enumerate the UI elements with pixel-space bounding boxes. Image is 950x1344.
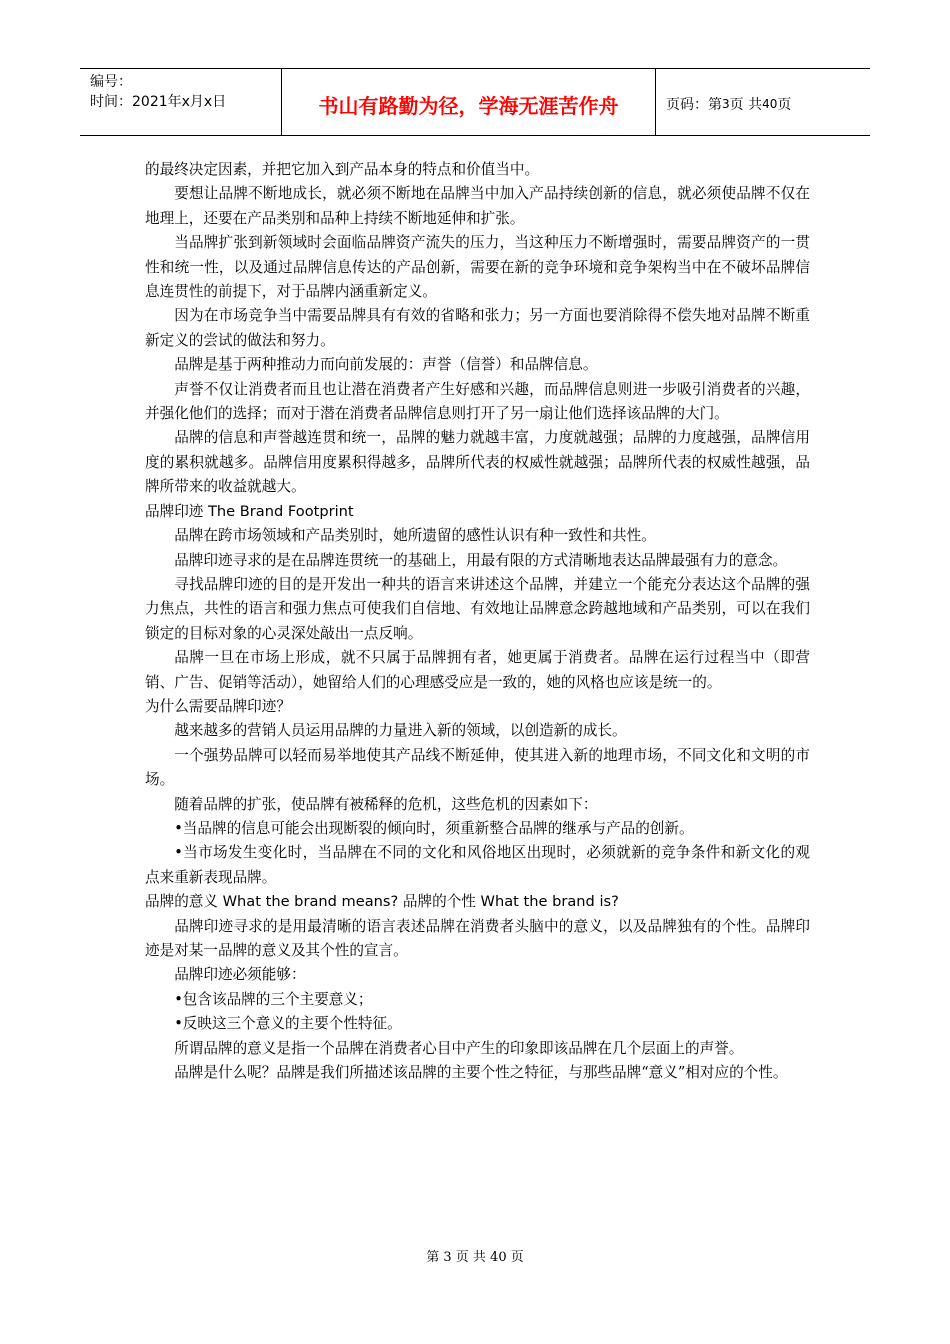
body-paragraph: 品牌印迹寻求的是用最清晰的语言表述品牌在消费者头脑中的意义，以及品牌独有的个性。品牌印迹是对某一品牌的意义及其个性的宣言。: [145, 917, 810, 959]
header-meta: [80, 69, 282, 135]
body-paragraph: •包含该品牌的三个主要意义；: [174, 990, 373, 1008]
section-heading: 品牌的意义 What the brand means? 品牌的个性 What the brand is?: [145, 893, 619, 911]
page-total: 40: [762, 97, 778, 111]
document-number-label: 编号：: [90, 74, 132, 90]
page-footer: 第 3 页 共 40 页: [426, 1250, 524, 1265]
body-paragraph: 越来越多的营销人员运用品牌的力量进入新的领域，以创造新的成长。: [174, 722, 627, 740]
body-paragraph: 的最终决定因素，并把它加入到产品本身的特点和价值当中。: [145, 161, 540, 178]
body-paragraph: 品牌是什么呢？品牌是我们所描述该品牌的主要个性之特征，与那些品牌“意义”相对应的个性。: [174, 1064, 788, 1082]
body-paragraph: 因为在市场竞争当中需要品牌具有有效的省略和张力；另一方面也要消除得不偿失地对品牌不断重新定义的尝试的做法和努力。: [145, 307, 810, 349]
body-paragraph: 品牌在跨市场领域和产品类别时，她所遗留的感性认识有种一致性和共性。: [174, 527, 656, 545]
header-motto: 书山有路勤为径，学海无涯苦作舟: [282, 69, 656, 135]
document-body: [145, 158, 810, 1085]
header-page-number: [656, 69, 870, 135]
body-paragraph: •当市场发生变化时，当品牌在不同的文化和风俗地区出现时，必须就新的竞争条件和新文化的观点来重新表现品牌。: [145, 844, 810, 886]
page-suffix: 页: [777, 97, 792, 113]
body-paragraph: 随着品牌的扩张，使品牌有被稀释的危机，这些危机的因素如下：: [174, 795, 598, 813]
body-paragraph: •当品牌的信息可能会出现断裂的倾向时，须重新整合品牌的继承与产品的创新。: [174, 819, 694, 837]
section-heading: 品牌印迹 The Brand Footprint: [145, 502, 354, 520]
page-prefix: 页码：第: [666, 97, 722, 113]
body-paragraph: 品牌是基于两种推动力而向前发展的：声誉（信誉）和品牌信息。: [174, 356, 598, 374]
page-current: 3: [722, 97, 730, 111]
body-paragraph: 品牌印迹必须能够：: [174, 966, 306, 984]
body-paragraph: 品牌印迹寻求的是在品牌连贯统一的基础上，用最有限的方式清晰地表达品牌最强有力的意念。: [174, 551, 788, 569]
document-date: 时间：2021年x月x日: [90, 94, 227, 110]
body-paragraph: 一个强势品牌可以轻而易举地使其产品线不断延伸，使其进入新的地理市场，不同文化和文明的市场。: [145, 746, 810, 789]
page-header: [80, 68, 870, 136]
body-paragraph: 品牌的信息和声誉越连贯和统一，品牌的魅力就越丰富，力度就越强；品牌的力度越强，品牌信用度的累积就越多。品牌信用度累积得越多，品牌所代表的权威性就越强；品牌所代表的权威性越强，品牌所带来的收益就越大。: [145, 429, 810, 496]
body-paragraph: 声誉不仅让消费者而且也让潜在消费者产生好感和兴趣，而品牌信息则进一步吸引消费者的兴趣，并强化他们的选择；而对于潜在消费者品牌信息则打开了另一扇让他们选择该品牌的大门。: [145, 380, 810, 423]
body-paragraph: 所谓品牌的意义是指一个品牌在消费者心目中产生的印象即该品牌在几个层面上的声誉。: [174, 1039, 744, 1057]
body-paragraph: 当品牌扩张到新领域时会面临品牌资产流失的压力，当这种压力不断增强时，需要品牌资产的一贯性和统一性，以及通过品牌信息传达的产品创新，需要在新的竞争环境和竞争架构当中在不破坏品牌信息连贯性的前提下，对于品牌内涵重新定义。: [145, 234, 810, 301]
body-paragraph: •反映这三个意义的主要个性特征。: [174, 1015, 402, 1033]
body-paragraph: 为什么需要品牌印迹？: [145, 697, 291, 715]
body-paragraph: 寻找品牌印迹的目的是开发出一种共的语言来讲述这个品牌，并建立一个能充分表达这个品牌的强力焦点，共性的语言和强力焦点可使我们自信地、有效地让品牌意念跨越地域和产品类别，可以在我们锁定的目标对象的心灵深处敲出一点反响。: [145, 575, 810, 642]
body-paragraph: 品牌一旦在市场上形成，就不只属于品牌拥有者，她更属于消费者。品牌在运行过程当中（即营销、广告、促销等活动），她留给人们的心理感受应是一致的，她的风格也应该是统一的。: [145, 649, 810, 691]
page-middle: 页 共: [729, 97, 763, 113]
body-paragraph: 要想让品牌不断地成长，就必须不断地在品牌当中加入产品持续创新的信息，就必须使品牌不仅在地理上，还要在产品类别和品种上持续不断地延伸和扩张。: [145, 185, 810, 227]
